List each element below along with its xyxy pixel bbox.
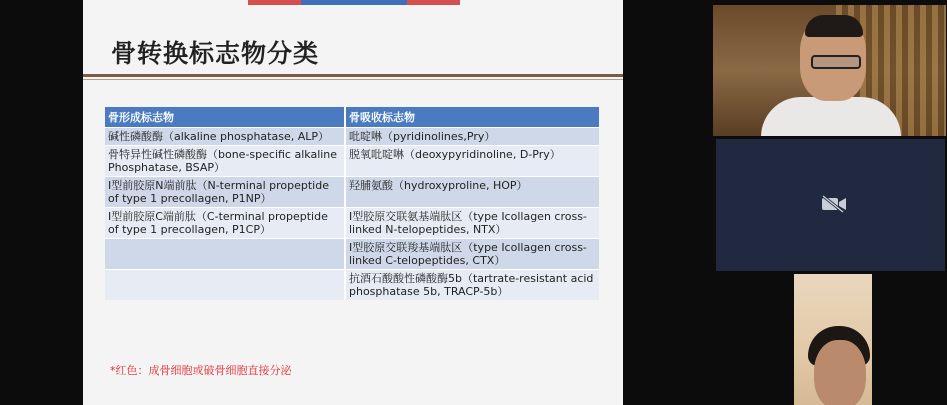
cell-resorption: 抗酒石酸酸性磷酸酶5b（tartrate-resistant acid phosphatase 5b, TRACP-5b） <box>345 270 599 301</box>
table-row <box>105 177 599 208</box>
cell-formation <box>105 270 345 301</box>
participant-video-attendee[interactable] <box>794 274 872 405</box>
cell-resorption: 脱氧吡啶啉（deoxypyridinoline, D-Pry） <box>345 146 599 177</box>
cell-resorption: Ⅰ型胶原交联羧基端肽区（type Ⅰcollagen cross-linked C-telopeptides, CTX） <box>345 239 599 270</box>
table-row <box>105 270 599 301</box>
table-row <box>105 128 599 146</box>
table-body <box>105 128 599 301</box>
slide-top-accent <box>248 0 460 5</box>
cell-formation <box>105 239 345 270</box>
participant-video-presenter[interactable] <box>713 5 946 136</box>
table-header-row <box>105 107 599 128</box>
cell-resorption: Ⅰ型胶原交联氨基端肽区（type Ⅰcollagen cross-linked N-telopeptides, NTX） <box>345 208 599 239</box>
table-row <box>105 146 599 177</box>
title-divider-thin <box>83 79 623 80</box>
presentation-slide <box>83 0 623 405</box>
slide-title: 骨转换标志物分类 <box>111 39 320 68</box>
cell-resorption: 羟脯氨酸（hydroxyproline, HOP） <box>345 177 599 208</box>
table-row <box>105 239 599 270</box>
participant-video-camera-off[interactable] <box>716 139 945 271</box>
title-divider <box>83 74 623 77</box>
cell-formation: Ⅰ型前胶原N端前肽（N-terminal propeptide of type 1 precollagen, P1NP） <box>105 177 345 208</box>
header-formation: 骨形成标志物 <box>105 107 345 128</box>
slide-footnote: *红色：成骨细胞或破骨细胞直接分泌 <box>110 364 292 377</box>
video-camera-off-icon <box>821 195 847 213</box>
cell-resorption: 吡啶啉（pyridinolines,Pry） <box>345 128 599 146</box>
header-resorption: 骨吸收标志物 <box>345 107 599 128</box>
bone-marker-table <box>105 107 599 300</box>
cell-formation: Ⅰ型前胶原C端前肽（C-terminal propeptide of type 1 precollagen, P1CP） <box>105 208 345 239</box>
cell-formation: 碱性磷酸酶（alkaline phosphatase, ALP） <box>105 128 345 146</box>
table-row <box>105 208 599 239</box>
cell-formation: 骨特异性碱性磷酸酶（bone-specific alkaline Phosphatase, BSAP） <box>105 146 345 177</box>
